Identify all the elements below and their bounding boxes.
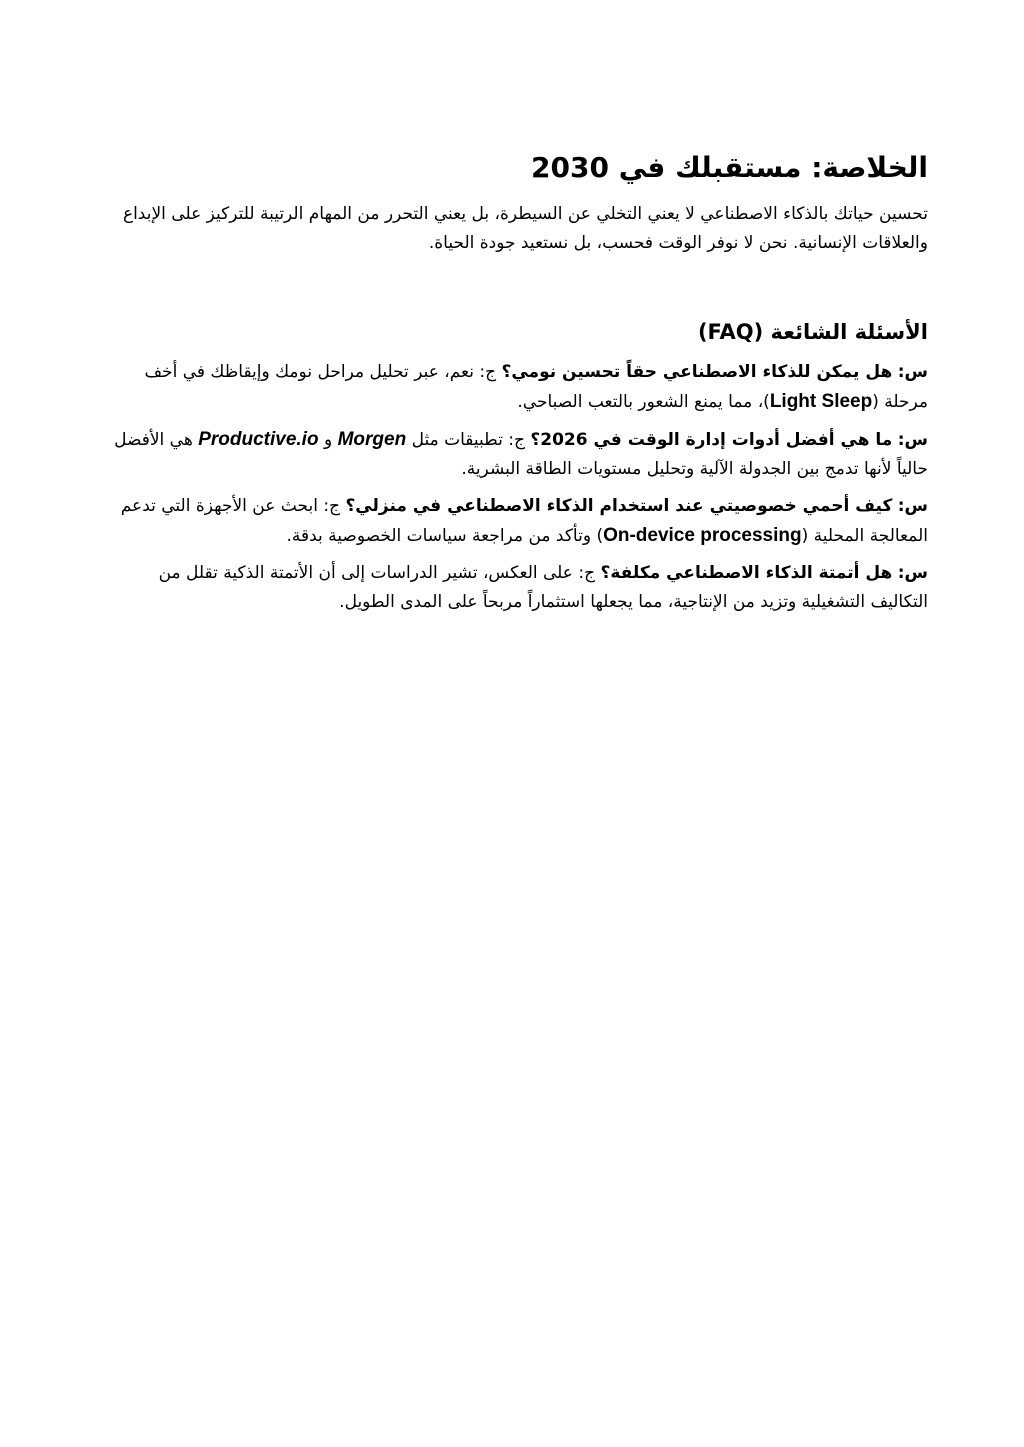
faq-question: ما هي أفضل أدوات إدارة الوقت في 2026؟ bbox=[530, 430, 893, 450]
faq-term: Morgen bbox=[337, 429, 407, 450]
faq-answer-part: هي الأفضل حالياً لأنها تدمج بين الجدولة الآلية وتحليل مستويات الطاقة البشرية. bbox=[114, 430, 928, 479]
faq-question: هل أتمتة الذكاء الاصطناعي مكلفة؟ bbox=[600, 563, 893, 583]
faq-question-prefix: س: bbox=[897, 430, 928, 450]
conclusion-title: الخلاصة: مستقبلك في 2030 bbox=[531, 151, 928, 184]
faq-item-sleep bbox=[96, 358, 928, 417]
faq-question-prefix: س: bbox=[897, 362, 928, 382]
faq-item-time-tools bbox=[96, 425, 928, 484]
faq-answer-part: ج: تطبيقات مثل bbox=[411, 430, 525, 450]
faq-answer-part: )، مما يمنع الشعور بالتعب الصباحي. bbox=[517, 392, 770, 412]
faq-answer-part: ج: على العكس، تشير الدراسات إلى أن الأتمتة الذكية تقلل من التكاليف التشغيلية وتزيد من الإنتاجية، مما يجعلها استثماراً مربحاً على المدى الطويل. bbox=[158, 563, 928, 612]
faq-question: هل يمكن للذكاء الاصطناعي حقاً تحسين نومي؟ bbox=[501, 362, 893, 382]
faq-term: Light Sleep bbox=[769, 391, 873, 412]
faq-term: On-device processing bbox=[603, 525, 802, 546]
faq-item-cost bbox=[96, 559, 928, 617]
faq-question: كيف أحمي خصوصيتي عند استخدام الذكاء الاصطناعي في منزلي؟ bbox=[345, 496, 893, 516]
faq-answer-part: ج: ابحث عن الأجهزة التي تدعم المعالجة المحلية ( bbox=[120, 496, 928, 546]
faq-answer-part: ) وتأكد من مراجعة سياسات الخصوصية بدقة. bbox=[286, 526, 604, 546]
conclusion-paragraph: تحسين حياتك بالذكاء الاصطناعي لا يعني التخلي عن السيطرة، بل يعني التحرر من المهام الرتيبة للتركيز على الإبداع والعلاقات الإنسانية. نحن لا نوفر الوقت فحسب، بل نستعيد جودة الحياة. bbox=[122, 204, 928, 253]
faq-connector: و bbox=[323, 430, 333, 450]
faq-term: Productive.io bbox=[198, 429, 319, 450]
faq-question-prefix: س: bbox=[897, 496, 928, 516]
faq-answer-part: ج: نعم، عبر تحليل مراحل نومك وإيقاظك في أخف مرحلة ( bbox=[144, 362, 928, 412]
faq-question-prefix: س: bbox=[897, 563, 928, 583]
document-content bbox=[96, 148, 928, 625]
faq-heading: الأسئلة الشائعة (FAQ) bbox=[697, 320, 928, 344]
faq-item-privacy bbox=[96, 492, 928, 551]
